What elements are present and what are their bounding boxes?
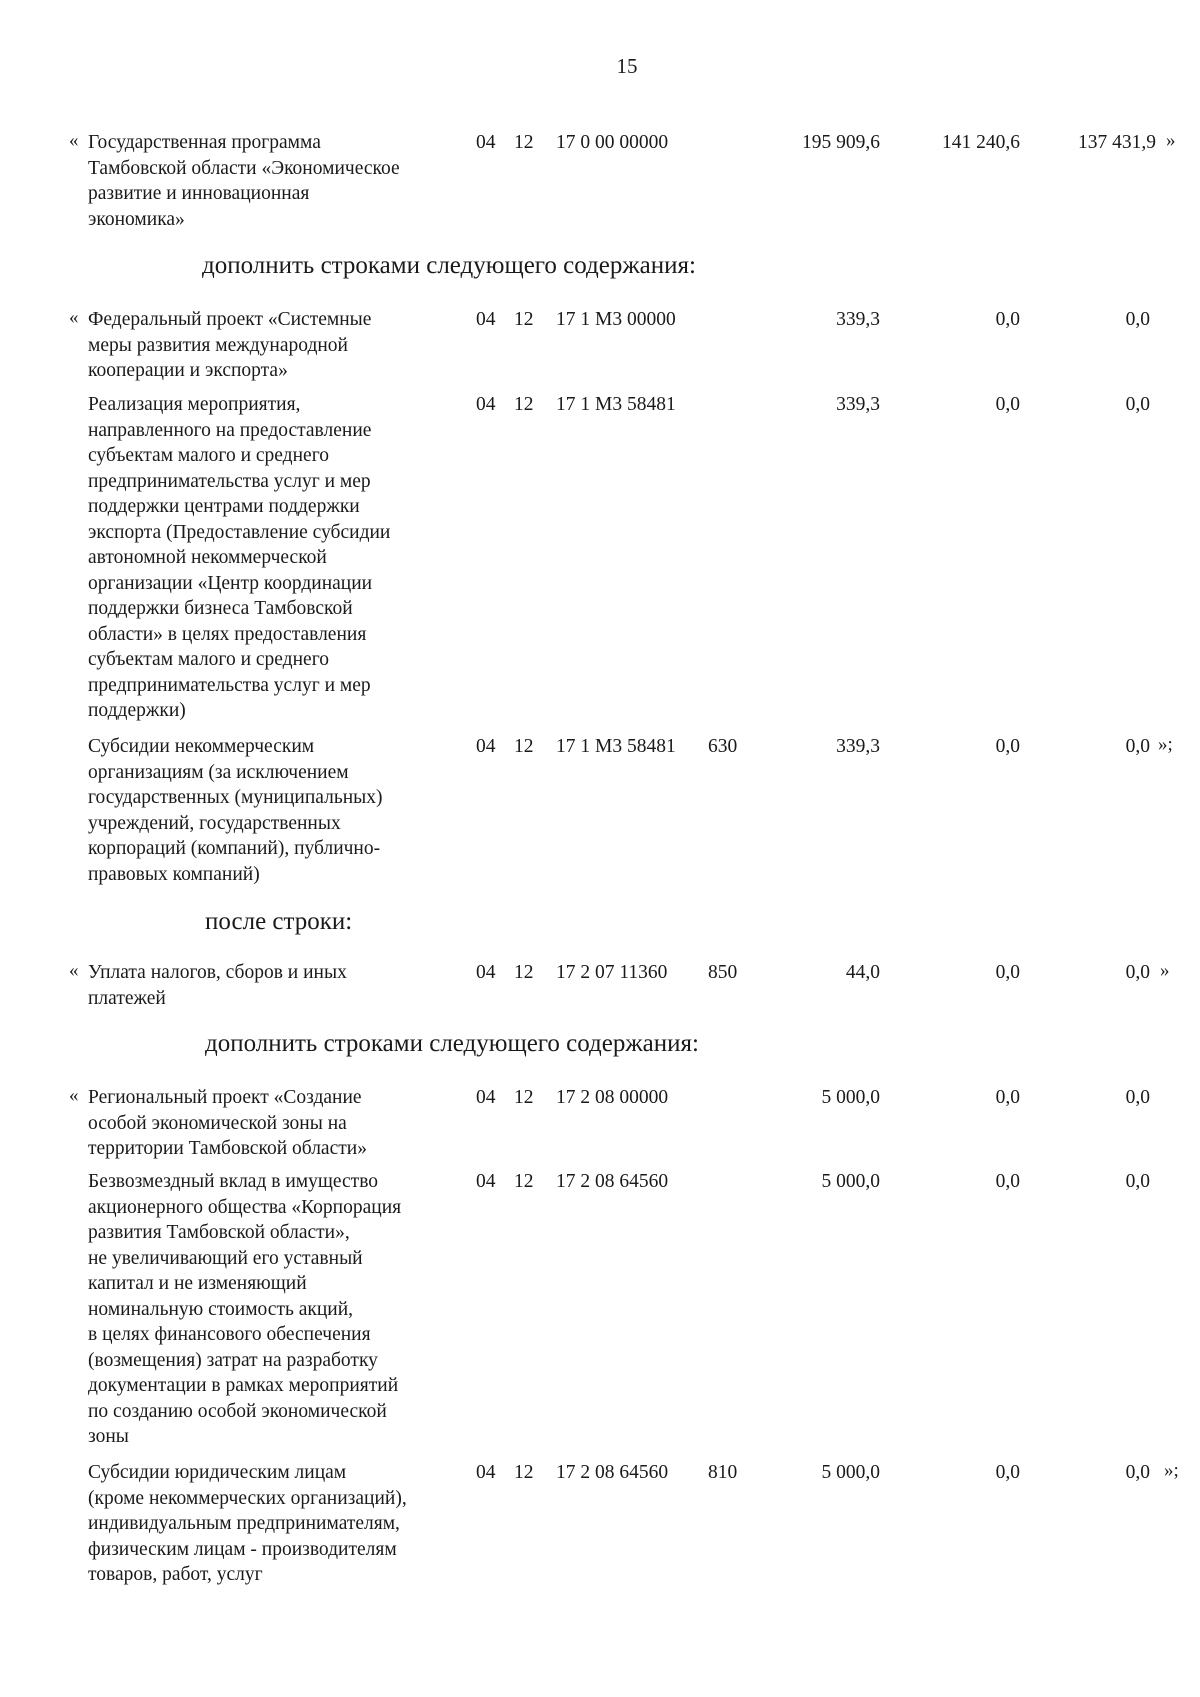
heading-after-row: после строки: (205, 908, 353, 935)
row-csr: 17 2 08 64560 (556, 1171, 669, 1192)
row-name: Субсидии юридическим лицам (кроме некоммерческих организаций), индивидуальным предпринимателям, физическим лицам - производителям товаров, работ, услуг (88, 1462, 407, 1585)
row-pr: 12 (514, 1171, 534, 1192)
opening-quote: « (69, 307, 79, 328)
row-value-2027: 0,0 (1125, 309, 1150, 330)
table-row (0, 130, 1200, 230)
row-rz: 04 (476, 736, 496, 757)
row-pr: 12 (514, 309, 534, 330)
row-pr: 12 (514, 132, 534, 153)
row-value-2025: 195 909,6 (802, 132, 880, 153)
row-value-2026: 0,0 (995, 962, 1020, 983)
row-rz: 04 (476, 962, 496, 983)
table-row (0, 307, 1200, 381)
row-rz: 04 (476, 1171, 496, 1192)
closing-quote: » (1166, 130, 1176, 151)
row-value-2025: 339,3 (836, 394, 880, 415)
row-csr: 17 1 М3 00000 (556, 309, 676, 330)
row-pr: 12 (514, 736, 534, 757)
row-value-2026: 0,0 (995, 309, 1020, 330)
row-value-2026: 0,0 (995, 1171, 1020, 1192)
row-value-2026: 0,0 (995, 1087, 1020, 1108)
row-value-2026: 0,0 (995, 394, 1020, 415)
page-number: 15 (616, 54, 638, 78)
row-value-2025: 339,3 (836, 736, 880, 757)
row-value-2027: 0,0 (1125, 394, 1150, 415)
row-pr: 12 (514, 394, 534, 415)
row-name: Региональный проект «Создание особой экономической зоны на территории Тамбовской области» (88, 1087, 367, 1159)
row-value-2027: 0,0 (1125, 1171, 1150, 1192)
row-value-2027: 0,0 (1125, 1462, 1150, 1483)
row-value-2027: 137 431,9 (1078, 132, 1156, 153)
row-rz: 04 (476, 132, 496, 153)
opening-quote: « (69, 1085, 79, 1106)
table-row (0, 960, 1200, 1009)
row-value-2025: 5 000,0 (821, 1171, 880, 1192)
row-csr: 17 2 08 00000 (556, 1087, 669, 1108)
heading-add-rows: дополнить строками следующего содержания: (205, 1030, 699, 1057)
row-value-2025: 339,3 (836, 309, 880, 330)
row-csr: 17 1 М3 58481 (556, 736, 676, 757)
row-rz: 04 (476, 1462, 496, 1483)
row-value-2026: 0,0 (995, 1462, 1020, 1483)
row-value-2026: 0,0 (995, 736, 1020, 757)
row-name: Государственная программа Тамбовской области «Экономическое развитие и инновационная экономика» (88, 132, 400, 230)
row-name: Федеральный проект «Системные меры развития международной кооперации и экспорта» (88, 309, 372, 381)
table-row (0, 734, 1200, 885)
row-name: Безвозмездный вклад в имущество акционерного общества «Корпорация развития Тамбовской области», не увеличивающий его уставный капитал и не изменяющий номинальную стоимость акций, в целях финансового обеспечения (возмещения) затрат на разработку документации в рамках мероприятий по созданию особой экономической зоны (88, 1171, 402, 1447)
row-rz: 04 (476, 394, 496, 415)
row-vr: 810 (708, 1462, 738, 1483)
row-rz: 04 (476, 309, 496, 330)
closing-quote: »; (1158, 734, 1173, 755)
row-value-2027: 0,0 (1125, 736, 1150, 757)
row-name: Субсидии некоммерческим организациям (за исключением государственных (муниципальных) учреждений, государственных корпораций (компаний), публично- правовых компаний) (88, 736, 383, 885)
row-pr: 12 (514, 1087, 534, 1108)
row-value-2025: 44,0 (845, 962, 880, 983)
table-row (0, 392, 1200, 721)
row-csr: 17 2 08 64560 (556, 1462, 669, 1483)
row-value-2025: 5 000,0 (821, 1087, 880, 1108)
table-row (0, 1460, 1200, 1585)
row-pr: 12 (514, 1462, 534, 1483)
row-value-2026: 141 240,6 (942, 132, 1020, 153)
row-pr: 12 (514, 962, 534, 983)
row-csr: 17 2 07 11360 (556, 962, 668, 983)
opening-quote: « (69, 960, 79, 981)
row-name: Уплата налогов, сборов и иных платежей (88, 962, 347, 1009)
table-row (0, 1085, 1200, 1159)
opening-quote: « (69, 130, 79, 151)
row-vr: 630 (708, 736, 738, 757)
row-value-2027: 0,0 (1125, 1087, 1150, 1108)
row-value-2025: 5 000,0 (821, 1462, 880, 1483)
row-value-2027: 0,0 (1125, 962, 1150, 983)
table-row (0, 1169, 1200, 1447)
closing-quote: » (1160, 960, 1170, 981)
closing-quote: »; (1164, 1460, 1179, 1481)
row-vr: 850 (708, 962, 738, 983)
row-csr: 17 0 00 00000 (556, 132, 669, 153)
row-rz: 04 (476, 1087, 496, 1108)
heading-add-rows: дополнить строками следующего содержания: (202, 252, 696, 279)
row-name: Реализация мероприятия, направленного на предоставление субъектам малого и среднего предпринимательства услуг и мер поддержки центрами поддержки экспорта (Предоставление субсидии автономной некоммерческой организации «Центр координации поддержки бизнеса Тамбовской области» в целях предоставления субъектам малого и среднего предпринимательства услуг и мер поддержки) (88, 394, 391, 721)
row-csr: 17 1 М3 58481 (556, 394, 676, 415)
